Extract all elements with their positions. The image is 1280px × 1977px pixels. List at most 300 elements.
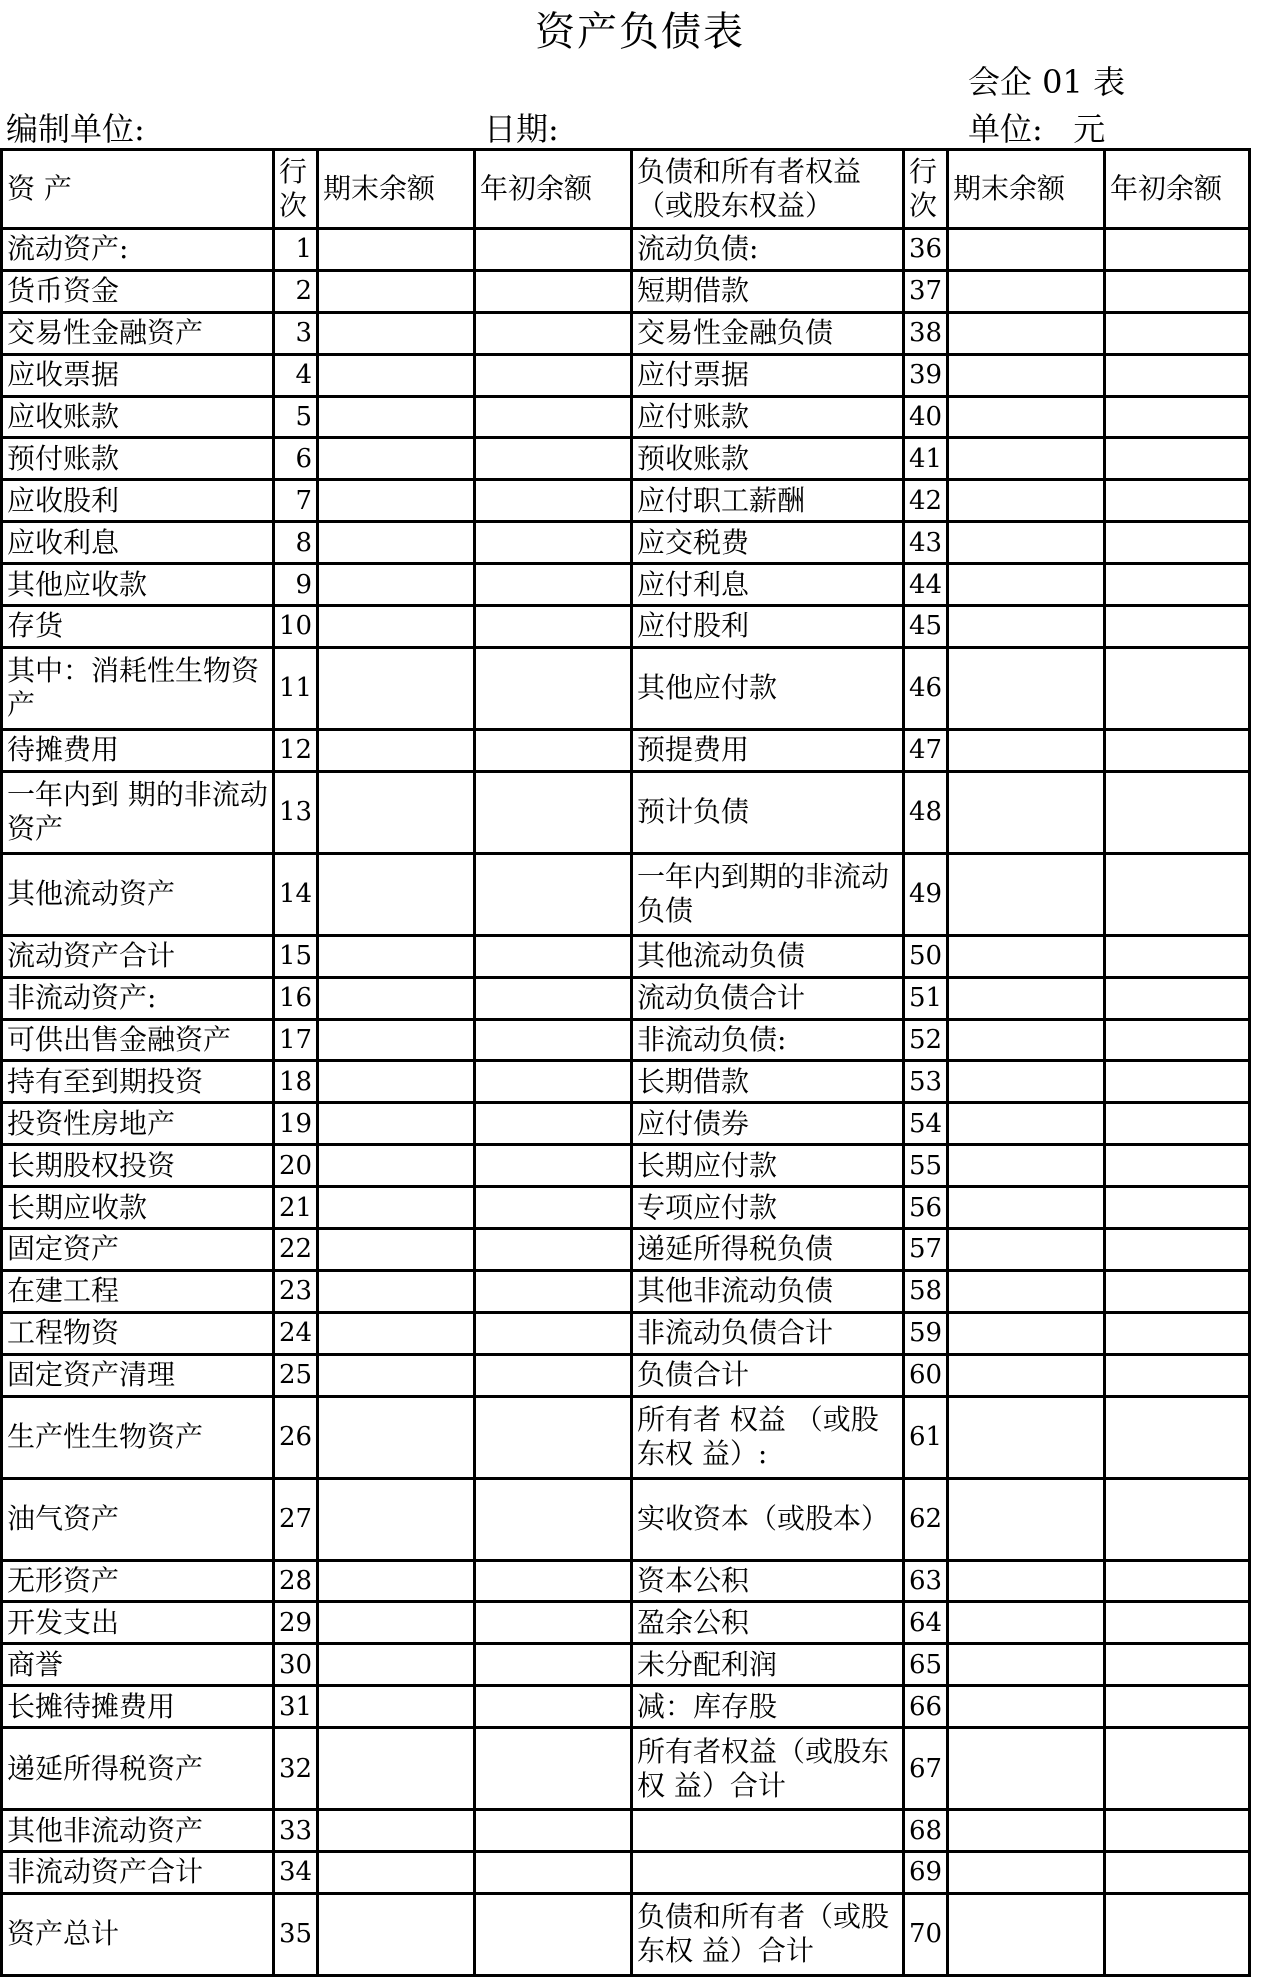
liability-opening-balance-cell[interactable] xyxy=(1105,1103,1250,1145)
liability-line-no: 50 xyxy=(904,935,948,977)
table-row xyxy=(2,396,1250,438)
asset-item: 预付账款 xyxy=(2,438,274,480)
liability-line-no: 59 xyxy=(904,1312,948,1354)
asset-item: 长期股权投资 xyxy=(2,1145,274,1187)
liability-ending-balance-cell[interactable] xyxy=(948,396,1105,438)
liability-ending-balance-cell[interactable] xyxy=(948,1270,1105,1312)
liability-opening-balance-cell[interactable] xyxy=(1105,1560,1250,1602)
header-ending-balance: 期末余额 xyxy=(318,150,475,229)
asset-opening-balance-cell[interactable] xyxy=(475,1686,632,1728)
asset-opening-balance-cell[interactable] xyxy=(475,480,632,522)
asset-item: 应收票据 xyxy=(2,354,274,396)
header-opening-balance: 年初余额 xyxy=(475,150,632,229)
asset-ending-balance-cell[interactable] xyxy=(318,1893,475,1975)
table-row xyxy=(2,977,1250,1019)
asset-line-no: 4 xyxy=(274,354,318,396)
liability-item: 流动负债合计 xyxy=(632,977,904,1019)
liability-line-no: 51 xyxy=(904,977,948,1019)
asset-line-no: 15 xyxy=(274,935,318,977)
asset-ending-balance-cell[interactable] xyxy=(318,480,475,522)
form-code: 会企 01 表 xyxy=(968,63,1126,101)
table-row xyxy=(2,522,1250,564)
liability-line-no: 40 xyxy=(904,396,948,438)
liability-opening-balance-cell[interactable] xyxy=(1105,1396,1250,1478)
liability-opening-balance-cell[interactable] xyxy=(1105,1644,1250,1686)
liability-opening-balance-cell[interactable] xyxy=(1105,853,1250,935)
asset-line-no: 16 xyxy=(274,977,318,1019)
table-row xyxy=(2,1229,1250,1271)
liability-opening-balance-cell[interactable] xyxy=(1105,312,1250,354)
liability-line-no: 36 xyxy=(904,229,948,271)
asset-ending-balance-cell[interactable] xyxy=(318,935,475,977)
liability-opening-balance-cell[interactable] xyxy=(1105,729,1250,771)
liability-item: 应交税费 xyxy=(632,522,904,564)
liability-ending-balance-cell[interactable] xyxy=(948,1644,1105,1686)
liability-opening-balance-cell[interactable] xyxy=(1105,1354,1250,1396)
liability-ending-balance-cell[interactable] xyxy=(948,606,1105,648)
asset-ending-balance-cell[interactable] xyxy=(318,853,475,935)
liability-ending-balance-cell[interactable] xyxy=(948,354,1105,396)
liability-ending-balance-cell[interactable] xyxy=(948,977,1105,1019)
liability-opening-balance-cell[interactable] xyxy=(1105,1852,1250,1894)
asset-item: 其中：消耗性生物资产 xyxy=(2,647,274,729)
asset-item: 长摊待摊费用 xyxy=(2,1686,274,1728)
asset-item: 应收利息 xyxy=(2,522,274,564)
table-body xyxy=(2,229,1250,1976)
header-line-no-2: 行次 xyxy=(904,150,948,229)
liability-line-no: 65 xyxy=(904,1644,948,1686)
liability-opening-balance-cell[interactable] xyxy=(1105,396,1250,438)
currency-label: 单位: 元 xyxy=(968,110,1106,148)
liability-ending-balance-cell[interactable] xyxy=(948,1810,1105,1852)
asset-item: 商誉 xyxy=(2,1644,274,1686)
asset-ending-balance-cell[interactable] xyxy=(318,1852,475,1894)
liability-opening-balance-cell[interactable] xyxy=(1105,1312,1250,1354)
table-row xyxy=(2,647,1250,729)
asset-item: 递延所得税资产 xyxy=(2,1728,274,1810)
asset-opening-balance-cell[interactable] xyxy=(475,1644,632,1686)
asset-line-no: 14 xyxy=(274,853,318,935)
liability-line-no: 60 xyxy=(904,1354,948,1396)
liability-ending-balance-cell[interactable] xyxy=(948,853,1105,935)
liability-item: 实收资本（或股本） xyxy=(632,1478,904,1560)
liability-item: 一年内到期的非流动负债 xyxy=(632,853,904,935)
liability-item: 负债合计 xyxy=(632,1354,904,1396)
asset-opening-balance-cell[interactable] xyxy=(475,522,632,564)
asset-opening-balance-cell[interactable] xyxy=(475,977,632,1019)
table-row xyxy=(2,1810,1250,1852)
liability-item: 减：库存股 xyxy=(632,1686,904,1728)
liability-opening-balance-cell[interactable] xyxy=(1105,977,1250,1019)
liability-opening-balance-cell[interactable] xyxy=(1105,1061,1250,1103)
asset-line-no: 26 xyxy=(274,1396,318,1478)
asset-opening-balance-cell[interactable] xyxy=(475,396,632,438)
asset-ending-balance-cell[interactable] xyxy=(318,1478,475,1560)
table-row xyxy=(2,1061,1250,1103)
asset-item: 无形资产 xyxy=(2,1560,274,1602)
asset-opening-balance-cell[interactable] xyxy=(475,270,632,312)
liability-ending-balance-cell[interactable] xyxy=(948,1354,1105,1396)
asset-line-no: 34 xyxy=(274,1852,318,1894)
asset-line-no: 25 xyxy=(274,1354,318,1396)
asset-item: 其他应收款 xyxy=(2,564,274,606)
liability-opening-balance-cell[interactable] xyxy=(1105,1019,1250,1061)
liability-line-no: 67 xyxy=(904,1728,948,1810)
liability-ending-balance-cell[interactable] xyxy=(948,1852,1105,1894)
asset-line-no: 17 xyxy=(274,1019,318,1061)
liability-opening-balance-cell[interactable] xyxy=(1105,522,1250,564)
asset-item: 油气资产 xyxy=(2,1478,274,1560)
liability-item: 未分配利润 xyxy=(632,1644,904,1686)
table-row xyxy=(2,1270,1250,1312)
liability-opening-balance-cell[interactable] xyxy=(1105,270,1250,312)
liability-item: 交易性金融负债 xyxy=(632,312,904,354)
report-header xyxy=(0,106,1280,152)
asset-line-no: 22 xyxy=(274,1229,318,1271)
asset-opening-balance-cell[interactable] xyxy=(475,229,632,271)
asset-ending-balance-cell[interactable] xyxy=(318,977,475,1019)
asset-line-no: 32 xyxy=(274,1728,318,1810)
asset-ending-balance-cell[interactable] xyxy=(318,1229,475,1271)
liability-item: 应付票据 xyxy=(632,354,904,396)
liability-item: 其他应付款 xyxy=(632,647,904,729)
liability-ending-balance-cell[interactable] xyxy=(948,480,1105,522)
liability-opening-balance-cell[interactable] xyxy=(1105,1145,1250,1187)
asset-ending-balance-cell[interactable] xyxy=(318,1728,475,1810)
liability-line-no: 58 xyxy=(904,1270,948,1312)
liability-ending-balance-cell[interactable] xyxy=(948,1478,1105,1560)
table-header-row xyxy=(2,150,1250,229)
header-ending-balance-2: 期末余额 xyxy=(948,150,1105,229)
header-opening-balance-2: 年初余额 xyxy=(1105,150,1250,229)
liability-ending-balance-cell[interactable] xyxy=(948,1893,1105,1975)
asset-opening-balance-cell[interactable] xyxy=(475,935,632,977)
liability-opening-balance-cell[interactable] xyxy=(1105,438,1250,480)
asset-opening-balance-cell[interactable] xyxy=(475,312,632,354)
asset-line-no: 23 xyxy=(274,1270,318,1312)
asset-item: 交易性金融资产 xyxy=(2,312,274,354)
asset-item: 在建工程 xyxy=(2,1270,274,1312)
asset-item: 其他非流动资产 xyxy=(2,1810,274,1852)
liability-opening-balance-cell[interactable] xyxy=(1105,229,1250,271)
asset-opening-balance-cell[interactable] xyxy=(475,853,632,935)
asset-ending-balance-cell[interactable] xyxy=(318,1644,475,1686)
asset-line-no: 21 xyxy=(274,1187,318,1229)
asset-ending-balance-cell[interactable] xyxy=(318,1312,475,1354)
table-row xyxy=(2,853,1250,935)
asset-ending-balance-cell[interactable] xyxy=(318,1187,475,1229)
liability-opening-balance-cell[interactable] xyxy=(1105,1686,1250,1728)
liability-ending-balance-cell[interactable] xyxy=(948,935,1105,977)
asset-line-no: 29 xyxy=(274,1602,318,1644)
liability-ending-balance-cell[interactable] xyxy=(948,564,1105,606)
liability-line-no: 70 xyxy=(904,1893,948,1975)
asset-opening-balance-cell[interactable] xyxy=(475,1852,632,1894)
asset-ending-balance-cell[interactable] xyxy=(318,1354,475,1396)
asset-line-no: 35 xyxy=(274,1893,318,1975)
asset-ending-balance-cell[interactable] xyxy=(318,312,475,354)
asset-item: 一年内到 期的非流动 资产 xyxy=(2,771,274,853)
asset-ending-balance-cell[interactable] xyxy=(318,438,475,480)
table-row xyxy=(2,354,1250,396)
asset-ending-balance-cell[interactable] xyxy=(318,606,475,648)
asset-line-no: 20 xyxy=(274,1145,318,1187)
liability-opening-balance-cell[interactable] xyxy=(1105,1893,1250,1975)
liability-line-no: 68 xyxy=(904,1810,948,1852)
asset-item: 其他流动资产 xyxy=(2,853,274,935)
table-row xyxy=(2,1019,1250,1061)
asset-opening-balance-cell[interactable] xyxy=(475,1396,632,1478)
asset-ending-balance-cell[interactable] xyxy=(318,1686,475,1728)
asset-item: 存货 xyxy=(2,606,274,648)
table-row xyxy=(2,1560,1250,1602)
liability-item: 应付账款 xyxy=(632,396,904,438)
liability-opening-balance-cell[interactable] xyxy=(1105,935,1250,977)
table-row xyxy=(2,438,1250,480)
asset-opening-balance-cell[interactable] xyxy=(475,1354,632,1396)
asset-line-no: 2 xyxy=(274,270,318,312)
liability-ending-balance-cell[interactable] xyxy=(948,1686,1105,1728)
liability-line-no: 44 xyxy=(904,564,948,606)
asset-opening-balance-cell[interactable] xyxy=(475,1061,632,1103)
asset-opening-balance-cell[interactable] xyxy=(475,354,632,396)
balance-sheet-table xyxy=(0,148,1251,1977)
liability-line-no: 47 xyxy=(904,729,948,771)
liability-item: 短期借款 xyxy=(632,270,904,312)
table-row xyxy=(2,1644,1250,1686)
asset-item: 可供出售金融资产 xyxy=(2,1019,274,1061)
asset-ending-balance-cell[interactable] xyxy=(318,522,475,564)
asset-ending-balance-cell[interactable] xyxy=(318,1061,475,1103)
table-row xyxy=(2,1478,1250,1560)
asset-line-no: 9 xyxy=(274,564,318,606)
asset-opening-balance-cell[interactable] xyxy=(475,564,632,606)
asset-item: 流动资产: xyxy=(2,229,274,271)
liability-ending-balance-cell[interactable] xyxy=(948,1103,1105,1145)
asset-ending-balance-cell[interactable] xyxy=(318,229,475,271)
table-row xyxy=(2,480,1250,522)
table-row xyxy=(2,606,1250,648)
asset-item: 开发支出 xyxy=(2,1602,274,1644)
asset-line-no: 28 xyxy=(274,1560,318,1602)
liability-item: 其他非流动负债 xyxy=(632,1270,904,1312)
asset-opening-balance-cell[interactable] xyxy=(475,647,632,729)
asset-opening-balance-cell[interactable] xyxy=(475,1270,632,1312)
liability-opening-balance-cell[interactable] xyxy=(1105,1270,1250,1312)
liability-line-no: 56 xyxy=(904,1187,948,1229)
asset-ending-balance-cell[interactable] xyxy=(318,396,475,438)
liability-ending-balance-cell[interactable] xyxy=(948,522,1105,564)
asset-ending-balance-cell[interactable] xyxy=(318,354,475,396)
asset-line-no: 12 xyxy=(274,729,318,771)
liability-ending-balance-cell[interactable] xyxy=(948,1396,1105,1478)
asset-item: 流动资产合计 xyxy=(2,935,274,977)
asset-ending-balance-cell[interactable] xyxy=(318,647,475,729)
asset-line-no: 33 xyxy=(274,1810,318,1852)
asset-ending-balance-cell[interactable] xyxy=(318,1396,475,1478)
asset-opening-balance-cell[interactable] xyxy=(475,1229,632,1271)
asset-line-no: 7 xyxy=(274,480,318,522)
table-row xyxy=(2,1602,1250,1644)
asset-ending-balance-cell[interactable] xyxy=(318,270,475,312)
liability-ending-balance-cell[interactable] xyxy=(948,1728,1105,1810)
liability-line-no: 43 xyxy=(904,522,948,564)
asset-ending-balance-cell[interactable] xyxy=(318,1270,475,1312)
asset-ending-balance-cell[interactable] xyxy=(318,1103,475,1145)
asset-opening-balance-cell[interactable] xyxy=(475,1893,632,1975)
liability-opening-balance-cell[interactable] xyxy=(1105,354,1250,396)
liability-opening-balance-cell[interactable] xyxy=(1105,1229,1250,1271)
asset-ending-balance-cell[interactable] xyxy=(318,1810,475,1852)
liability-item: 应付职工薪酬 xyxy=(632,480,904,522)
header-line-no: 行次 xyxy=(274,150,318,229)
liability-line-no: 63 xyxy=(904,1560,948,1602)
table-row xyxy=(2,1686,1250,1728)
liability-line-no: 55 xyxy=(904,1145,948,1187)
asset-line-no: 3 xyxy=(274,312,318,354)
asset-opening-balance-cell[interactable] xyxy=(475,606,632,648)
liability-opening-balance-cell[interactable] xyxy=(1105,1810,1250,1852)
asset-line-no: 30 xyxy=(274,1644,318,1686)
asset-item: 工程物资 xyxy=(2,1312,274,1354)
asset-opening-balance-cell[interactable] xyxy=(475,1602,632,1644)
liability-ending-balance-cell[interactable] xyxy=(948,1061,1105,1103)
liability-item: 所有者 权益 （或股 东权 益）: xyxy=(632,1396,904,1478)
asset-line-no: 5 xyxy=(274,396,318,438)
liability-item: 预计负债 xyxy=(632,771,904,853)
asset-ending-balance-cell[interactable] xyxy=(318,729,475,771)
asset-item: 非流动资产: xyxy=(2,977,274,1019)
asset-opening-balance-cell[interactable] xyxy=(475,729,632,771)
asset-item: 投资性房地产 xyxy=(2,1103,274,1145)
table-row xyxy=(2,771,1250,853)
liability-opening-balance-cell[interactable] xyxy=(1105,1602,1250,1644)
asset-item: 应收账款 xyxy=(2,396,274,438)
asset-opening-balance-cell[interactable] xyxy=(475,1103,632,1145)
asset-opening-balance-cell[interactable] xyxy=(475,1810,632,1852)
liability-ending-balance-cell[interactable] xyxy=(948,229,1105,271)
liability-ending-balance-cell[interactable] xyxy=(948,1312,1105,1354)
liability-item: 所有者权益（或股东权 益）合计 xyxy=(632,1728,904,1810)
liability-opening-balance-cell[interactable] xyxy=(1105,1478,1250,1560)
liability-ending-balance-cell[interactable] xyxy=(948,771,1105,853)
liability-line-no: 48 xyxy=(904,771,948,853)
liability-ending-balance-cell[interactable] xyxy=(948,270,1105,312)
asset-line-no: 18 xyxy=(274,1061,318,1103)
liability-ending-balance-cell[interactable] xyxy=(948,1145,1105,1187)
liability-item: 应付利息 xyxy=(632,564,904,606)
table-row xyxy=(2,270,1250,312)
asset-line-no: 10 xyxy=(274,606,318,648)
liability-item: 长期借款 xyxy=(632,1061,904,1103)
asset-line-no: 31 xyxy=(274,1686,318,1728)
liability-opening-balance-cell[interactable] xyxy=(1105,480,1250,522)
liability-opening-balance-cell[interactable] xyxy=(1105,771,1250,853)
liability-item: 资本公积 xyxy=(632,1560,904,1602)
asset-line-no: 1 xyxy=(274,229,318,271)
asset-opening-balance-cell[interactable] xyxy=(475,1145,632,1187)
liability-ending-balance-cell[interactable] xyxy=(948,1187,1105,1229)
table-row xyxy=(2,1852,1250,1894)
liability-line-no: 52 xyxy=(904,1019,948,1061)
asset-line-no: 13 xyxy=(274,771,318,853)
asset-opening-balance-cell[interactable] xyxy=(475,1312,632,1354)
liability-line-no: 38 xyxy=(904,312,948,354)
unit-label: 编制单位: xyxy=(6,110,145,148)
liability-opening-balance-cell[interactable] xyxy=(1105,564,1250,606)
liability-ending-balance-cell[interactable] xyxy=(948,1229,1105,1271)
asset-item: 应收股利 xyxy=(2,480,274,522)
table-row xyxy=(2,1396,1250,1478)
liability-line-no: 57 xyxy=(904,1229,948,1271)
asset-line-no: 6 xyxy=(274,438,318,480)
liability-line-no: 49 xyxy=(904,853,948,935)
asset-item: 资产总计 xyxy=(2,1893,274,1975)
liability-line-no: 64 xyxy=(904,1602,948,1644)
asset-ending-balance-cell[interactable] xyxy=(318,564,475,606)
liability-line-no: 39 xyxy=(904,354,948,396)
liability-opening-balance-cell[interactable] xyxy=(1105,1728,1250,1810)
liability-item: 流动负债: xyxy=(632,229,904,271)
liability-line-no: 46 xyxy=(904,647,948,729)
liability-line-no: 45 xyxy=(904,606,948,648)
asset-item: 非流动资产合计 xyxy=(2,1852,274,1894)
liability-ending-balance-cell[interactable] xyxy=(948,1560,1105,1602)
liability-line-no: 37 xyxy=(904,270,948,312)
asset-item: 货币资金 xyxy=(2,270,274,312)
asset-item: 长期应收款 xyxy=(2,1187,274,1229)
asset-item: 固定资产清理 xyxy=(2,1354,274,1396)
liability-ending-balance-cell[interactable] xyxy=(948,312,1105,354)
asset-opening-balance-cell[interactable] xyxy=(475,771,632,853)
asset-opening-balance-cell[interactable] xyxy=(475,1728,632,1810)
asset-opening-balance-cell[interactable] xyxy=(475,1019,632,1061)
asset-ending-balance-cell[interactable] xyxy=(318,771,475,853)
asset-opening-balance-cell[interactable] xyxy=(475,438,632,480)
liability-opening-balance-cell[interactable] xyxy=(1105,606,1250,648)
table-row xyxy=(2,729,1250,771)
liability-item: 长期应付款 xyxy=(632,1145,904,1187)
liability-item: 递延所得税负债 xyxy=(632,1229,904,1271)
header-liabilities: 负债和所有者权益（或股东权益） xyxy=(632,150,904,229)
liability-ending-balance-cell[interactable] xyxy=(948,729,1105,771)
liability-ending-balance-cell[interactable] xyxy=(948,647,1105,729)
liability-ending-balance-cell[interactable] xyxy=(948,438,1105,480)
table-row xyxy=(2,1145,1250,1187)
table-row xyxy=(2,1728,1250,1810)
table-row xyxy=(2,1312,1250,1354)
liability-item: 预提费用 xyxy=(632,729,904,771)
asset-ending-balance-cell[interactable] xyxy=(318,1602,475,1644)
liability-ending-balance-cell[interactable] xyxy=(948,1019,1105,1061)
liability-opening-balance-cell[interactable] xyxy=(1105,647,1250,729)
liability-item: 预收账款 xyxy=(632,438,904,480)
asset-opening-balance-cell[interactable] xyxy=(475,1560,632,1602)
liability-item: 负债和所有者（或股东权 益）合计 xyxy=(632,1893,904,1975)
asset-ending-balance-cell[interactable] xyxy=(318,1145,475,1187)
asset-opening-balance-cell[interactable] xyxy=(475,1478,632,1560)
asset-ending-balance-cell[interactable] xyxy=(318,1560,475,1602)
table-row xyxy=(2,1893,1250,1975)
liability-opening-balance-cell[interactable] xyxy=(1105,1187,1250,1229)
liability-line-no: 53 xyxy=(904,1061,948,1103)
liability-line-no: 41 xyxy=(904,438,948,480)
asset-ending-balance-cell[interactable] xyxy=(318,1019,475,1061)
liability-ending-balance-cell[interactable] xyxy=(948,1602,1105,1644)
asset-opening-balance-cell[interactable] xyxy=(475,1187,632,1229)
asset-item: 持有至到期投资 xyxy=(2,1061,274,1103)
liability-item xyxy=(632,1852,904,1894)
